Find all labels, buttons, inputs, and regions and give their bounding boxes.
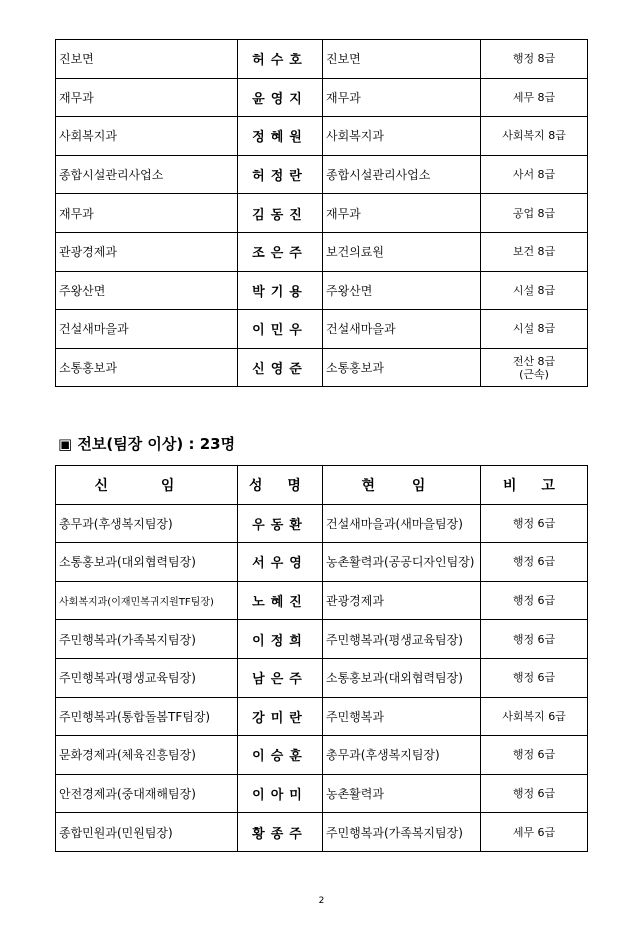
cell-current-post: 건설새마을과 (323, 310, 481, 349)
cell-previous-post: 재무과 (56, 194, 238, 233)
cell-previous-post: 주민행복과(통합돌봄TF팀장) (56, 697, 238, 736)
cell-previous-post: 주민행복과(가족복지팀장) (56, 620, 238, 659)
cell-name: 우동환 (238, 504, 323, 543)
cell-note: 사회복지 6급 (481, 697, 588, 736)
cell-name: 남은주 (238, 658, 323, 697)
cell-previous-post: 소통홍보과(대외협력팀장) (56, 543, 238, 582)
cell-note: 행정 8급 (481, 40, 588, 79)
cell-previous-post: 사회복지과(이재민복귀지원TF팀장) (56, 581, 238, 620)
cell-name: 박기용 (238, 271, 323, 310)
table-header-row (56, 466, 588, 505)
cell-current-post: 주민행복과 (323, 697, 481, 736)
cell-name: 조은주 (238, 232, 323, 271)
note-line-2: (근속) (519, 367, 549, 381)
cell-name: 황종주 (238, 813, 323, 852)
cell-current-post: 재무과 (323, 78, 481, 117)
page-number: 2 (318, 896, 325, 906)
table-row (56, 736, 588, 775)
cell-current-post: 건설새마을과(새마을팀장) (323, 504, 481, 543)
cell-previous-post: 사회복지과 (56, 117, 238, 156)
table-row (56, 697, 588, 736)
cell-note: 행정 6급 (481, 736, 588, 775)
table-row (56, 40, 588, 79)
cell-name: 이정희 (238, 620, 323, 659)
table-row (56, 620, 588, 659)
cell-current-post: 농촌활력과(공공디자인팀장) (323, 543, 481, 582)
cell-note: 행정 6급 (481, 620, 588, 659)
cell-note: 행정 6급 (481, 543, 588, 582)
cell-previous-post: 재무과 (56, 78, 238, 117)
cell-name: 윤영지 (238, 78, 323, 117)
cell-note: 사회복지 8급 (481, 117, 588, 156)
cell-note: 공업 8급 (481, 194, 588, 233)
cell-note: 시설 8급 (481, 271, 588, 310)
cell-note: 세무 8급 (481, 78, 588, 117)
table-row (56, 78, 588, 117)
cell-name: 정혜원 (238, 117, 323, 156)
table-row (56, 581, 588, 620)
cell-note: 행정 6급 (481, 658, 588, 697)
table-row (56, 774, 588, 813)
cell-current-post: 사회복지과 (323, 117, 481, 156)
table-row (56, 543, 588, 582)
cell-current-post: 총무과(후생복지팀장) (323, 736, 481, 775)
table-row (56, 194, 588, 233)
cell-note: 행정 6급 (481, 581, 588, 620)
cell-note: 사서 8급 (481, 155, 588, 194)
cell-current-post: 진보면 (323, 40, 481, 79)
cell-current-post: 재무과 (323, 194, 481, 233)
cell-name: 이아미 (238, 774, 323, 813)
cell-current-post: 주민행복과(평생교육팀장) (323, 620, 481, 659)
cell-note: 보건 8급 (481, 232, 588, 271)
note-line-1: 전산 8급 (512, 354, 556, 368)
cell-previous-post: 문화경제과(체육진흥팀장) (56, 736, 238, 775)
cell-note: 세무 6급 (481, 813, 588, 852)
header-name: 성 명 (238, 466, 323, 505)
cell-current-post: 종합시설관리사업소 (323, 155, 481, 194)
header-note: 비 고 (481, 466, 588, 505)
table-row (56, 271, 588, 310)
table-row (56, 155, 588, 194)
table-row (56, 504, 588, 543)
cell-name: 허수호 (238, 40, 323, 79)
cell-name: 김동진 (238, 194, 323, 233)
cell-previous-post: 종합시설관리사업소 (56, 155, 238, 194)
cell-previous-post: 종합민원과(민원팀장) (56, 813, 238, 852)
table-row (56, 813, 588, 852)
cell-current-post: 소통홍보과 (323, 348, 481, 387)
cell-note: 행정 6급 (481, 504, 588, 543)
cell-note (481, 348, 588, 387)
cell-current-post: 보건의료원 (323, 232, 481, 271)
table-row (56, 117, 588, 156)
table-row (56, 310, 588, 349)
section-heading: ▣ 전보(팀장 이상) : 23명 (58, 435, 236, 453)
cell-name: 노혜진 (238, 581, 323, 620)
personnel-table-2 (55, 465, 588, 852)
cell-name: 이승훈 (238, 736, 323, 775)
cell-previous-post: 주왕산면 (56, 271, 238, 310)
cell-current-post: 관광경제과 (323, 581, 481, 620)
table-row (56, 232, 588, 271)
cell-previous-post: 총무과(후생복지팀장) (56, 504, 238, 543)
cell-name: 서우영 (238, 543, 323, 582)
cell-note: 시설 8급 (481, 310, 588, 349)
cell-previous-post: 관광경제과 (56, 232, 238, 271)
personnel-table-1 (55, 39, 588, 387)
table-row (56, 658, 588, 697)
cell-previous-post: 건설새마을과 (56, 310, 238, 349)
cell-current-post: 주왕산면 (323, 271, 481, 310)
cell-previous-post: 소통홍보과 (56, 348, 238, 387)
cell-current-post: 주민행복과(가족복지팀장) (323, 813, 481, 852)
cell-previous-post: 진보면 (56, 40, 238, 79)
cell-current-post: 소통홍보과(대외협력팀장) (323, 658, 481, 697)
cell-previous-post: 주민행복과(평생교육팀장) (56, 658, 238, 697)
cell-name: 강미란 (238, 697, 323, 736)
cell-name: 신영준 (238, 348, 323, 387)
header-current-post: 현 임 (323, 466, 481, 505)
cell-current-post: 농촌활력과 (323, 774, 481, 813)
cell-name: 이민우 (238, 310, 323, 349)
table-row (56, 348, 588, 387)
cell-name: 허정란 (238, 155, 323, 194)
cell-previous-post: 안전경제과(중대재해팀장) (56, 774, 238, 813)
cell-note: 행정 6급 (481, 774, 588, 813)
header-new-post: 신 임 (56, 466, 238, 505)
